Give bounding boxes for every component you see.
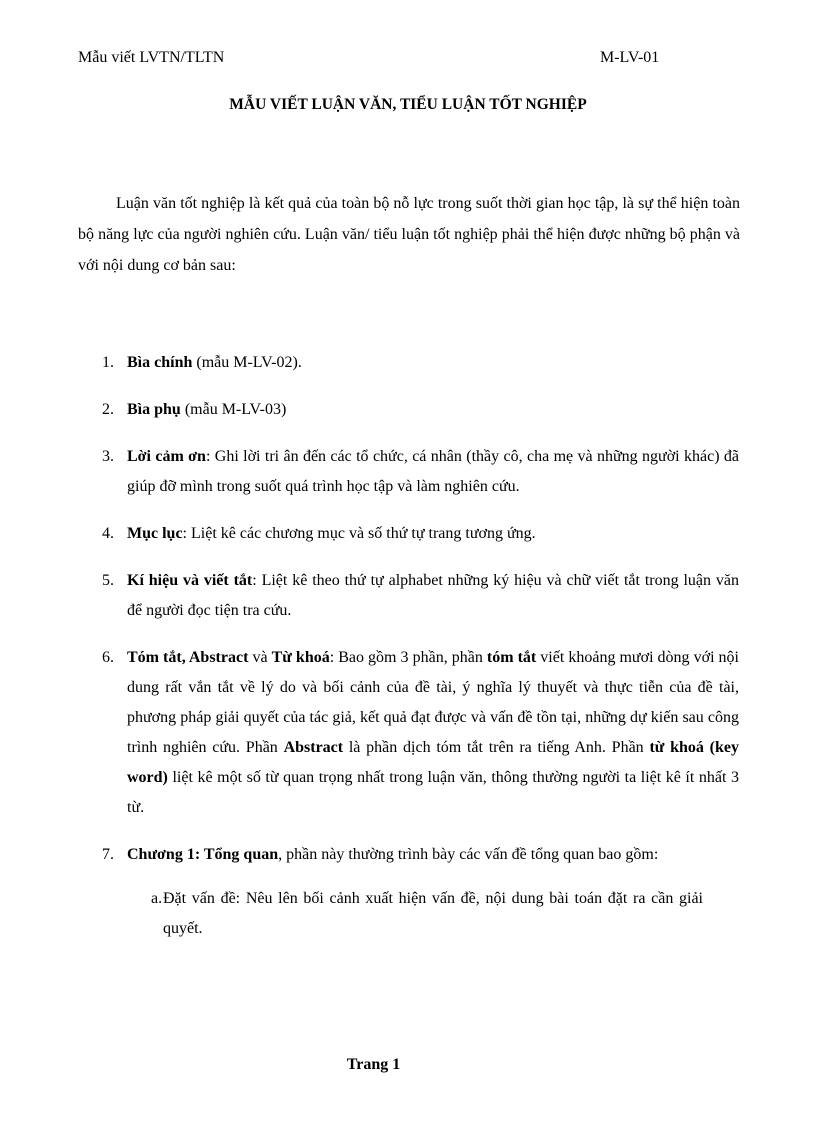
- item-text: : Liệt kê các chương mục và số thứ tự trang tương ứng.: [182, 525, 536, 542]
- list-number: 5.: [102, 572, 114, 589]
- item-term: từ khoá (key word): [127, 739, 739, 786]
- list-number: 4.: [102, 525, 114, 542]
- list-number: 7.: [102, 846, 114, 863]
- item-text: và: [248, 649, 272, 666]
- sub-list: [127, 884, 739, 944]
- item-text: , phần này thường trình bày các vấn đề tổng quan bao gồm:: [278, 846, 659, 863]
- item-term: tóm tắt: [486, 649, 537, 666]
- list-item: [0, 348, 739, 378]
- list-item: [0, 643, 739, 823]
- item-text: viết khoảng mươi dòng với nội dung rất vắn tắt về lý do và bối cảnh của đề tài, ý nghĩa lý thuyết và thực tiễn của đề tài, phương pháp giải quyết của tác giả, kết quả đạt được và vấn đề tồn tại, những dự kiến sau công trình nghiên cứu. Phần: [127, 649, 739, 756]
- item-text: là phần dịch tóm tắt trên ra tiếng Anh. Phần: [343, 739, 650, 756]
- intro-paragraph: Luận văn tốt nghiệp là kết quả của toàn bộ nỗ lực trong suốt thời gian học tập, là sự thể hiện toàn bộ năng lực của người nghiên cứu. Luận văn/ tiểu luận tốt nghiệp phải thể hiện được những bộ phận và với nội dung cơ bản sau:: [78, 195, 740, 274]
- list-number: 6.: [102, 649, 114, 666]
- header-form-name: Mẫu viết LVTN/TLTN: [78, 49, 225, 66]
- item-term: Bìa phụ: [127, 401, 181, 418]
- item-term: Chương 1: Tổng quan: [127, 846, 279, 863]
- document-title: MẪU VIẾT LUẬN VĂN, TIỂU LUẬN TỐT NGHIỆP: [229, 96, 587, 113]
- sub-list-item: [127, 884, 703, 944]
- item-term: Từ khoá: [271, 649, 330, 666]
- item-term: Abstract: [283, 739, 344, 756]
- item-term: Mục lục: [127, 525, 183, 542]
- list-number: 2.: [102, 401, 114, 418]
- sub-item-text: Đặt vấn đề: Nêu lên bối cảnh xuất hiện vấn đề, nội dung bài toán đặt ra cần giải quyết.: [163, 890, 703, 937]
- list-number: 3.: [102, 448, 114, 465]
- item-term: Kí hiệu và viết tắt: [127, 572, 253, 589]
- list-number: 1.: [102, 354, 114, 371]
- page-number: Trang 1: [346, 1056, 401, 1073]
- item-text: : Liệt kê theo thứ tự alphabet những ký hiệu và chữ viết tắt trong luận văn để người đọc tiện tra cứu.: [127, 572, 740, 619]
- item-text: : Bao gồm 3 phần, phần: [329, 649, 487, 666]
- item-term: Tóm tắt, Abstract: [127, 649, 249, 666]
- list-item: [0, 840, 739, 944]
- item-text: (mẫu M-LV-02).: [192, 354, 302, 371]
- item-term: Bìa chính: [127, 354, 193, 371]
- list-item: [0, 566, 739, 626]
- section-list: [0, 348, 816, 961]
- list-item: [0, 442, 739, 502]
- sub-list-letter: a.: [151, 890, 163, 907]
- item-text: : Ghi lời tri ân đến các tổ chức, cá nhân (thầy cô, cha mẹ và những người khác) đã giúp đỡ mình trong suốt quá trình học tập và làm nghiên cứu.: [127, 448, 740, 495]
- item-text: (mẫu M-LV-03): [180, 401, 287, 418]
- header-form-code: M-LV-01: [600, 49, 660, 66]
- list-item: [0, 519, 739, 549]
- item-text: liệt kê một số từ quan trọng nhất trong luận văn, thông thường người ta liệt kê ít nhất 3 từ.: [127, 769, 739, 816]
- item-term: Lời cảm ơn: [127, 448, 206, 465]
- list-item: [0, 395, 739, 425]
